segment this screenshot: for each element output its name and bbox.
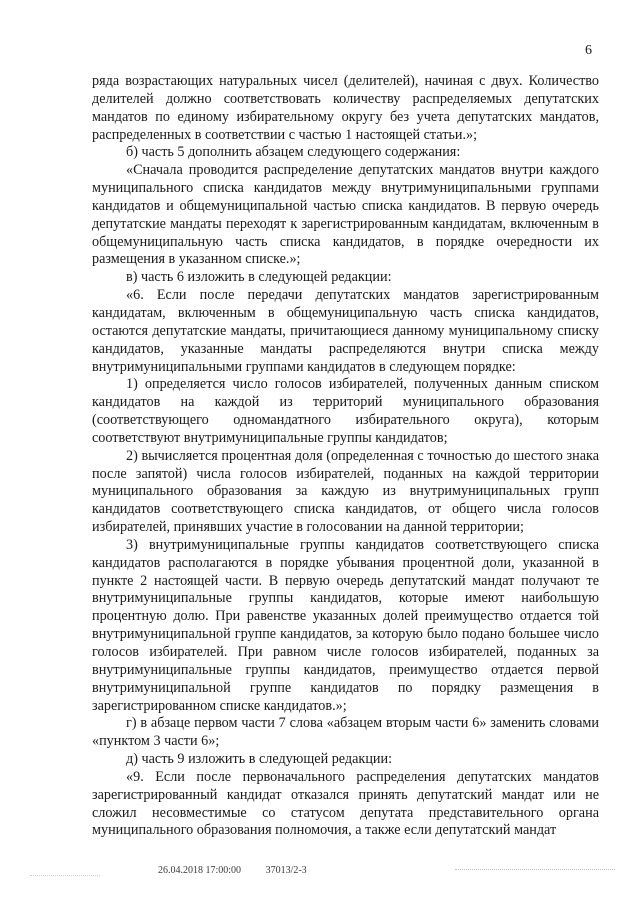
paragraph: б) часть 5 дополнить абзацем следующего содержания:: [126, 144, 461, 161]
paragraph: 1) определяется число голосов избирателей, полученных данным списком кандидатов на каждой из территорий муниципального образования (соответствующего одномандатного избирательного округа), которым соответствуют внутримуниципальные группы кандидатов;: [92, 376, 599, 446]
document-body: [92, 73, 599, 840]
paragraph: «Сначала проводится распределение депутатских мандатов внутри каждого муниципального списка кандидатов между внутримуниципальными группами кандидатов и общемуниципальной частью списка кандидатов. В первую очередь депутатские мандаты переходят к зарегистрированным кандидатам, включенным в общемуниципальную часть списка кандидатов, в порядке очередности их размещения в указанном списке.»;: [92, 162, 599, 268]
scan-artifact: [30, 875, 100, 882]
scan-artifact: [455, 869, 615, 876]
paragraph: «6. Если после передачи депутатских мандатов зарегистрированным кандидатам, включенным в общемуниципальную часть списка кандидатов, остаются депутатские мандаты, причитающиеся данному муниципальному списку кандидатов, указанные мандаты распределяются внутри списка между внутримуниципальными группами кандидатов в следующем порядке:: [92, 287, 599, 375]
paragraph: г) в абзаце первом части 7 слова «абзацем вторым части 6» заменить словами «пунктом 3 части 6»;: [92, 715, 599, 750]
document-footer: [158, 865, 329, 877]
paragraph: 2) вычисляется процентная доля (определенная с точностью до шестого знака после запятой) числа голосов избирателей, поданных на каждой территории муниципального образования за каждую из внутримуниципальных групп кандидатов соответствующего списка кандидатов, от общего числа голосов избирателей, принявших участие в голосовании на данной территории;: [92, 447, 599, 536]
footer-timestamp: 26.04.2018 17:00:00: [158, 865, 242, 876]
paragraph: в) часть 6 изложить в следующей редакции:: [126, 269, 392, 286]
page-number: 6: [585, 43, 592, 58]
paragraph: ряда возрастающих натуральных чисел (делителей), начиная с двух. Количество делителей должно соответствовать количеству распределяемых депутатских мандатов по единому избирательному округу без учета депутатских мандатов, распределенных в соответствии с частью 1 настоящей статьи.»;: [92, 73, 599, 143]
paragraph: д) часть 9 изложить в следующей редакции:: [126, 751, 393, 768]
paragraph: «9. Если после первоначального распределения депутатских мандатов зарегистрированный кандидат отказался принять депутатский мандат или не сложил несовместимые со статусом депутата представительного органа муниципального образования полномочия, а также если депутатский мандат: [92, 768, 599, 839]
paragraph: 3) внутримуниципальные группы кандидатов соответствующего списка кандидатов располагаются в порядке убывания процентной доли, указанной в пункте 2 настоящей части. В первую очередь депутатский мандат получают те внутримуниципальные группы кандидатов, которые имеют наибольшую процентную долю. При равенстве указанных долей преимущество отдается той внутримуниципальной группе кандидатов, за которую было подано большее число голосов избирателей. При равном числе голосов избирателей, поданных за внутримуниципальные группы кандидатов, преимущество отдается первой внутримуниципальной группе кандидатов по порядку размещения в зарегистрированном списке кандидатов.»;: [92, 536, 599, 714]
footer-doc-code: 37013/2-3: [265, 865, 307, 876]
